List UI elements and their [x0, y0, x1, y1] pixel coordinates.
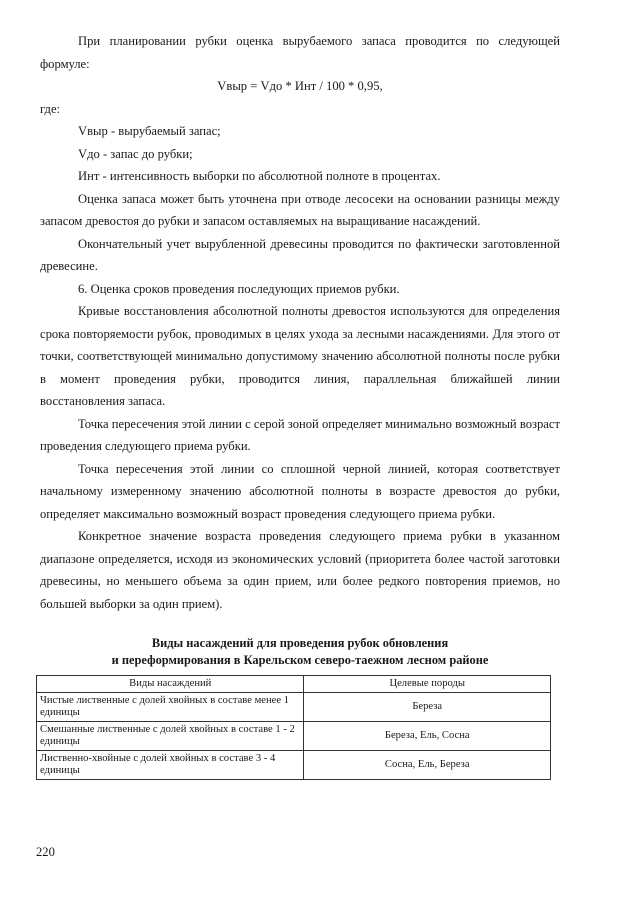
table-title: [40, 635, 560, 669]
definitions-list: [40, 120, 560, 188]
table-row: [37, 751, 551, 780]
stand-types-table: [36, 675, 551, 780]
table-row: [37, 693, 551, 722]
definition-item: Инт - интенсивность выборки по абсолютной полноте в процентах.: [78, 169, 441, 183]
where-label: где:: [40, 101, 61, 116]
table-title-line: Виды насаждений для проведения рубок обновления: [151, 636, 449, 650]
paragraph-min-age: Точка пересечения этой линии с серой зоной определяет минимально возможный возраст проведения следующего приема рубки.: [40, 416, 560, 453]
table-cell: Сосна, Ель, Береза: [304, 751, 551, 780]
page-body: [40, 30, 560, 780]
paragraph-final-accounting: Окончательный учет вырубленной древесины проводится по фактически заготовленной древесине.: [40, 236, 560, 273]
column-header: Виды насаждений: [37, 676, 304, 693]
paragraph-stock-estimate: Оценка запаса может быть уточнена при отводе лесосеки на основании разницы между запасом древостоя до рубки и запасом оставляемых на выращивание насаждений.: [40, 191, 560, 228]
section-heading-6: 6. Оценка сроков проведения последующих приемов рубки.: [78, 281, 400, 296]
table-cell: Береза: [304, 693, 551, 722]
table-cell: Береза, Ель, Сосна: [304, 722, 551, 751]
paragraph-specific-age: Конкретное значение возраста проведения следующего приема рубки в указанном диапазоне определяется, исходя из экономических условий (приоритета более частой заготовки древесины, но меньшего объема за один прием, или более редкого повторения приемов, но большей выборки за один прием).: [40, 529, 560, 611]
table-cell: Лиственно-хвойные с долей хвойных в составе 3 - 4 единицы: [37, 751, 304, 780]
formula: Vвыр = Vдо * Инт / 100 * 0,95,: [217, 79, 383, 93]
definition-item: Vдо - запас до рубки;: [78, 146, 193, 161]
definition-item: Vвыр - вырубаемый запас;: [78, 124, 221, 138]
paragraph-formula-intro: При планировании рубки оценка вырубаемого запаса проводится по следующей формуле:: [40, 34, 560, 71]
table-cell: Чистые лиственные с долей хвойных в составе менее 1 единицы: [37, 693, 304, 722]
table-header-row: [37, 676, 551, 693]
table-title-line: и переформирования в Карельском северо-таежном лесном районе: [111, 653, 489, 667]
page-number: 220: [36, 845, 55, 859]
column-header: Целевые породы: [304, 676, 551, 693]
table-cell: Смешанные лиственные с долей хвойных в составе 1 - 2 единицы: [37, 722, 304, 751]
paragraph-recovery-curves: Кривые восстановления абсолютной полноты древостоя используются для определения срока повторяемости рубок, проводимых в целях ухода за лесными насаждениями. Для этого от точки, соответствующей минимально допустимому значению абсолютной полноты после рубки в момент проведения рубки, проводится линия, параллельная ближайшей линии восстановления запаса.: [40, 304, 560, 408]
table-row: [37, 722, 551, 751]
paragraph-max-age: Точка пересечения этой линии со сплошной черной линией, которая соответствует начальному измеренному значению абсолютной полноты в возрасте древостоя до рубки, определяет максимально возможный возраст проведения следующего приема рубки.: [40, 461, 560, 521]
